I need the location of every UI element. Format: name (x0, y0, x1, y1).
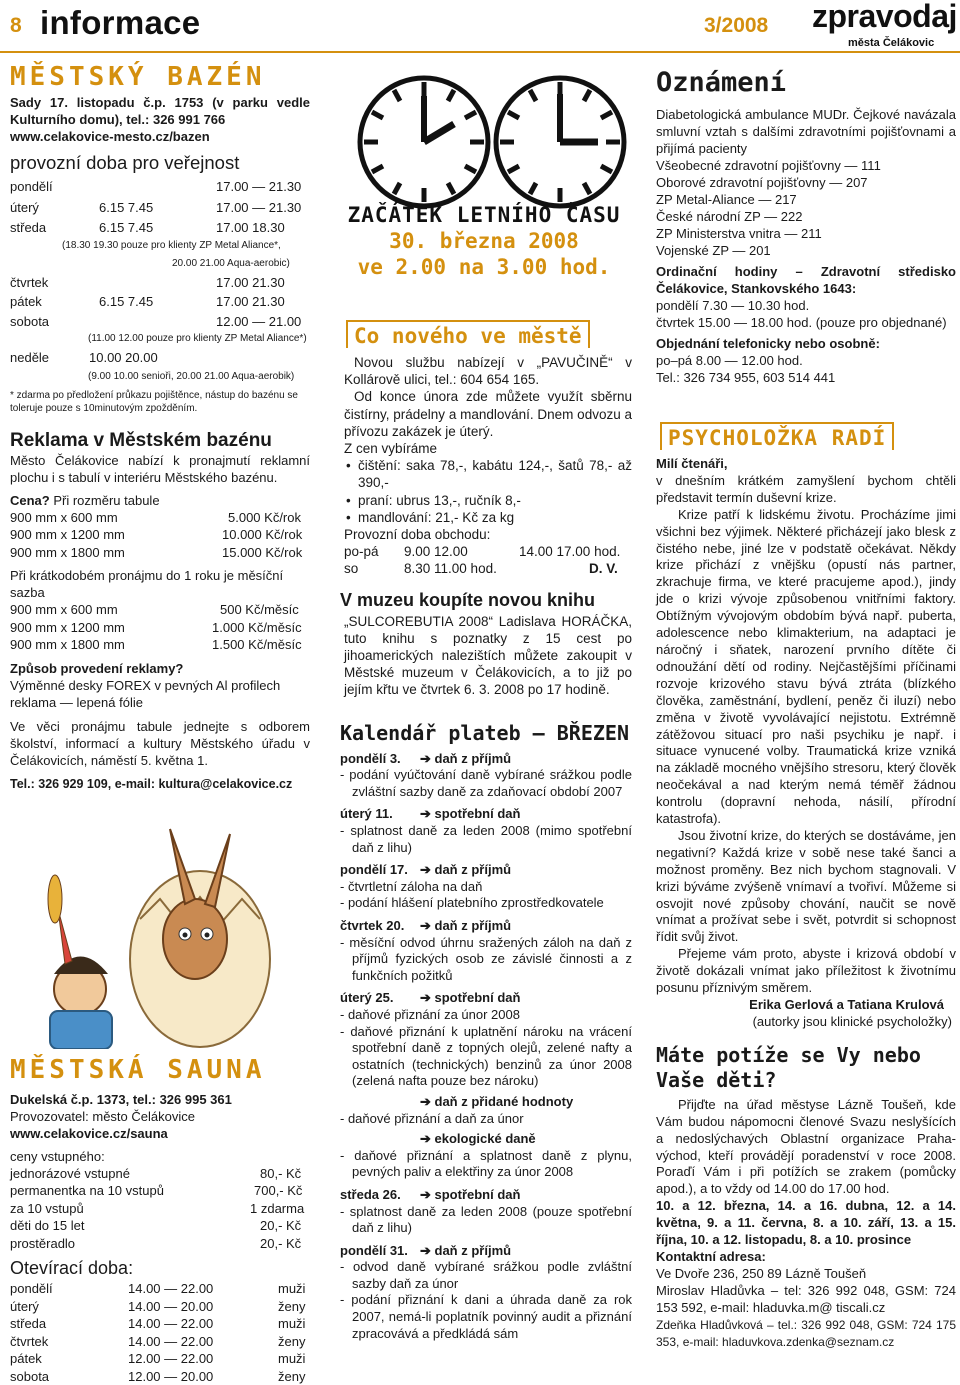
hours-row: středa 6.15 7.45 17.00 18.30 (10, 220, 285, 235)
price-row: děti do 15 let 20,- Kč (10, 1218, 302, 1233)
right-column (656, 60, 956, 1350)
hours-note: (9.00 10.00 senioři, 20.00 21.00 Aqua-aerobik) (88, 371, 295, 382)
hours-row: pátek 6.15 7.45 17.00 21.30 (10, 294, 285, 309)
hours-row: neděle 10.00 20.00 (10, 349, 158, 365)
price-row: 900 mm x 1200 mm 1.000 Kč/měsíc (10, 619, 302, 635)
sauna-hours-row: pondělí 14.00 — 22.00 muži (10, 1281, 306, 1296)
pool-footnote: * zdarma po předložení průkazu pojištěnce, nástup do bazénu se toleruje pouze s 10minutovým zpožděním. (10, 389, 298, 414)
ads-intro: Město Čelákovice nabízí k pronajmutí reklamní plochu i s tabulí v interiéru Městského bazénu. (10, 452, 310, 485)
notice-text: Diabetologická ambulance MUDr. Čejkové navázala smluvní vztah s dalšími zdravotními pojišťovnami a přijímá pacienty Všeobecné zdravotní pojišťovny — 111 Oborové zdravotní pojišťovny — 207 ZP Metal-Aliance — 217 České národní ZP — 222 ZP Ministerstva vnitra — 211 Vojenské ZP — 201 Ordinační hodiny – Zdravotní středisko Čelákovice, Stankovského 1643: pondělí 7.30 — 10.30 hod. čtvrtek 15.00 — 18.00 hod. (pouze pro objednané) Objednání telefonicky nebo osobně: po–pá 8.00 — 12.00 hod. Tel.: 326 734 955, 603 514 441 (656, 107, 956, 385)
hours-note: 20.00 21.00 Aqua-aerobic) (172, 258, 290, 269)
price-row: 900 mm x 1800 mm 1.500 Kč/měsíc (10, 637, 302, 652)
easter-bunny-illustration (10, 799, 310, 1049)
issue-number: 3/2008 (704, 14, 769, 37)
news-prices-label: Z cen vybíráme (344, 441, 438, 457)
sauna-hours-row: středa 14.00 — 22.00 muži (10, 1316, 306, 1331)
page-number: 8 (10, 14, 22, 37)
notice-p1: Diabetologická ambulance MUDr. Čejkové navázala smluvní vztah s dalšími zdravotními pojišťovnami a přijímá pacienty (656, 107, 956, 156)
notice-title: Oznámení (656, 67, 787, 98)
news-title: Co nového ve městě (346, 320, 590, 348)
pool-web: www.celakovice-mesto.cz/bazen (10, 129, 210, 144)
price-row: 900 mm x 1200 mm 10.000 Kč/rok (10, 527, 303, 542)
ads-title: Reklama v Městském bazénu (10, 429, 272, 451)
pool-hours-title: provozní doba pro veřejnost (10, 152, 240, 173)
museum-text: „SULCOREBUTIA 2008“ Ladislava HORÁČKA, tuto knihu s poznatky z 15 cest po jihoamerických nalezištích můžete zakoupit v Městské muzeum v Čelákovicích, a to již po jejím křtu ve čtvrtek 6. 3. 2008 po 17 hodině. (344, 613, 632, 698)
dst-time: ve 2.00 na 3.00 hod. (357, 255, 611, 279)
news-hours-row: po-pá 9.00 12.00 14.00 17.00 hod. (344, 544, 621, 560)
ads-short-term: Při krátkodobém pronájmu do 1 roku je měsíční sazba (10, 568, 284, 600)
sauna-hours-row: čtvrtek 14.00 — 22.00 ženy (10, 1333, 306, 1349)
hours-note: (18.30 19.30 pouze pro klienty ZP Metal Aliance*, (62, 239, 281, 251)
drugs-title: Máte potíže se Vy nebo Vaše děti? (656, 1042, 921, 1092)
psych-title: PSYCHOLOŽKA RADÍ (660, 422, 894, 450)
sauna-hours-row: sobota 12.00 — 20.00 ženy (10, 1368, 306, 1384)
price-row: prostěradlo 20,- Kč (10, 1235, 302, 1251)
brand-subtitle: města Čelákovic (848, 37, 935, 49)
pool-hours-table (10, 178, 310, 416)
section-title: informace (40, 4, 201, 41)
pool-title: MĚSTSKÝ BAZÉN (10, 62, 266, 92)
sauna-hours-row: úterý 14.00 — 20.00 ženy (10, 1298, 306, 1314)
sauna-prices-label: ceny vstupného: (10, 1148, 105, 1164)
hours-row: úterý 6.15 7.45 17.00 — 21.30 (10, 199, 302, 215)
page-header (0, 0, 960, 54)
hours-row: sobota 12.00 — 21.00 (10, 313, 302, 329)
news-bullet: • praní: ubrus 13,-, ručník 8,- (344, 492, 632, 509)
ads-tel: Tel.: 326 929 109, e-mail: kultura@celakovice.cz (10, 776, 293, 791)
news-text (336, 354, 632, 578)
psych-text: Milí čtenáři, v dnešním krátkém zamyšlení bychom chtěli představit termín duševní krize. Krize patří k lidskému životu. Procházíme jimi všichni bez výjimek. Některé přicházejí jako blesk z čistého nebe, jiné lze v podstatě očekávat. Někdy krize přichází z vnějšku (opustí nás partner, zkrachuje firma, ve které pracujeme apod.), jindy jde o krizi vývoje způsobenou vnitřními faktory. Obtížným vývojovým obdobím bývá např. puberta, adolescence nebo klimakterium, na adaptaci je náročný i sňatek, narození prvního dítěte či odnoužání dětí od rodiny. Nejčastějšími příčinami rozvoje krizového stavu bývá ztráta (blízkého člověka, zaměstnání, bydlení, peněz či iluzí) nebo změna v životě vyvolávající nejistotu. Extrémně zátěžovou situací pro naši psychiku je např. i situace vynucené volby. Traumatická krize vzniká na základě mocného vnějšího stresoru, který člověk neočekával a nad kterým nemá téměř žádnou kontrolu (dopravní nehoda, násilí, přírodní katastrofa). Jsou životní krize, do kterých se dostáváme, jen negativní? Každá krize v sobě nese také šanci a možnost proměny. Bez nich bychom stagnovali. V krizi býváme zvýšeně vnímaví a tvořiví. Můžeme si osvojit nové způsoby chování, naučit se nově vnímat a prožívat sebe i svět, potvrdit si schopnost řídit svůj život. Přejeme vám proto, abyste i krizová období v životě dokázali vnímat jako příležitost k životnímu posunu příznivým směrem. Erika Gerlová a Tatiana Krulová (autorky jsou klinické psycholožky) (656, 456, 956, 1029)
calendar-title: Kalendář plateb – BŘEZEN (340, 720, 629, 745)
hours-note: (11.00 12.00 pouze pro klienty ZP Metal Aliance*) (88, 333, 307, 344)
price-row: za 10 vstupů 1 zdarma (10, 1200, 305, 1216)
sauna-hours-title: Otevírací doba: (10, 1258, 134, 1278)
clocks (340, 64, 630, 204)
hours-row: pondělí 17.00 — 21.30 (10, 179, 302, 194)
clock-icon (354, 72, 494, 212)
pool-address: Sady 17. listopadu č.p. 1753 (v parku vedle Kulturního domu), tel.: 326 991 766 (10, 95, 310, 127)
sauna-title: MĚSTSKÁ SAUNA (10, 1054, 266, 1085)
news-hours-row: so 8.30 11.00 hod. D. V. (344, 561, 618, 577)
header-rule (0, 51, 960, 53)
sauna-address: Dukelská č.p. 1373, tel.: 326 995 361 (10, 1091, 232, 1107)
left-column (10, 60, 310, 1385)
museum-title: V muzeu koupíte novou knihu (340, 589, 596, 610)
ads-contact: Ve věci pronájmu tabule jednejte s odborem školství, informací a kultury Městského úřadu v Čelákovicích, náměstí 5. května 1. (10, 718, 310, 768)
middle-column (336, 202, 632, 1342)
news-p2: Od konce února zde můžete využít sběrnu čistírny, prádelny a mandlování. Dnem odvozu a přívozu zakázek je úterý. (344, 389, 632, 439)
news-bullet: • mandlování: 21,- Kč za kg (344, 509, 632, 526)
price-row: 900 mm x 600 mm 500 Kč/měsíc (10, 602, 299, 617)
price-row: jednorázové vstupné 80,- Kč (10, 1165, 302, 1181)
brand-logo: zpravodaj (812, 0, 957, 34)
sauna-web: www.celakovice.cz/sauna (10, 1125, 168, 1141)
news-p1: Novou službu nabízejí v „PAVUČINĚ“ v Kollárově ulici, tel.: 604 654 165. (344, 355, 632, 388)
price-row: 900 mm x 600 mm 5.000 Kč/rok (10, 509, 301, 525)
clock-icon (490, 72, 630, 212)
dst-date: 30. března 2008 (389, 229, 579, 253)
dst-title: ZAČÁTEK LETNÍHO ČASU (347, 203, 621, 227)
price-row: 900 mm x 1800 mm 15.000 Kč/rok (10, 544, 303, 560)
news-hours-label: Provozní doba obchodu: (344, 527, 491, 543)
news-bullet: • čištění: saka 78,-, kabátu 124,-, šatů 78,- až 390,- (344, 457, 632, 491)
calendar-list: pondělí 3. ➔ daň z příjmů - podání vyúčtování daně vybírané srážkou podle zvláštní sazby daně za zdaňovací období 2007 úterý 11. ➔ spotřební daň - splatnost daně za leden 2008 (mimo spotřební daň z lihu) pondělí 17. ➔ daň z příjmů - čtvrtletní záloha na daň - podání hlášení platebního zprostředkovatele čtvrtek 20. ➔ daň z příjmů - měsíční odvod úhrnu sražených záloh na daň z příjmů fyzických osob ze závislé činnosti a z funkčních požitků úterý 25. ➔ spotřební daň - daňové přiznání za únor 2008 - daňové přiznání k uplatnění nároku na vrácení spotřební daně z topných olejů, zelené nafty a ostatních (technických) benzinů za únor 2008 (zelená nafta pouze bez nároku) ➔ daň z přidané hodnoty - daňové přiznání a daň za únor ➔ ekologické daně - daňové přiznání a splatnost daně z plynu, pevných paliv a elektřiny za únor 2008 středa 26. ➔ spotřební daň - splatnost daně za leden 2008 (pouze spotřební daň z lihu) pondělí 31. ➔ daň z příjmů - odvod daně vybírané srážkou podle zvláštní sazby daň za únor - podání přiznání k dani a úhrada daně za rok 2007, nemá-li poplatník povinný audit a přiznání zpracovává a předkládá sám (340, 750, 632, 1341)
sauna-operator: Provozovatel: město Čelákovice (10, 1108, 195, 1124)
ads-method: Výměnné desky FOREX v pevných Al profilech reklama — lepená fólie (10, 677, 281, 710)
drugs-text: Přijďte na úřad městyse Lázně Toušeň, kde Vám budou nápomocni členové Svazu neslyšících a nedoslýchavých Oblastní organizace Praha-východ, kteří provádějí poradenství v roce 2008. Poraďí Vám i při potížích se zrakem (pomůcky apod.), a to vždy od 14.00 do 17.00 hod. 10. a 12. března, 14. a 16. dubna, 12. a 14. května, 9. a 11. června, 8. a 10. září, 13. a 15. října, 10. a 12. listopadu, 8. a 10. prosince Kontaktní adresa: Ve Dvoře 236, 250 89 Lázně Toušeň Miroslav Hladůvka – tel: 326 992 048, GSM: 724 153 592, e-mail: hladuvka.m@ tiscali.cz Zdeňka Hladůvková – tel.: 326 992 048, GSM: 724 175 353, e-mail: hladuvkova.zdenka@seznam.cz (656, 1096, 956, 1349)
ads-method-label: Způsob provedení reklamy? (10, 660, 184, 676)
sauna-hours-row: pátek 12.00 — 22.00 muži (10, 1351, 306, 1366)
price-row: permanentka na 10 vstupů 700,- Kč (10, 1183, 303, 1198)
hours-row: čtvrtek 17.00 21.30 (10, 274, 285, 290)
ads-price-line: Cena? Při rozměru tabule (10, 492, 160, 508)
